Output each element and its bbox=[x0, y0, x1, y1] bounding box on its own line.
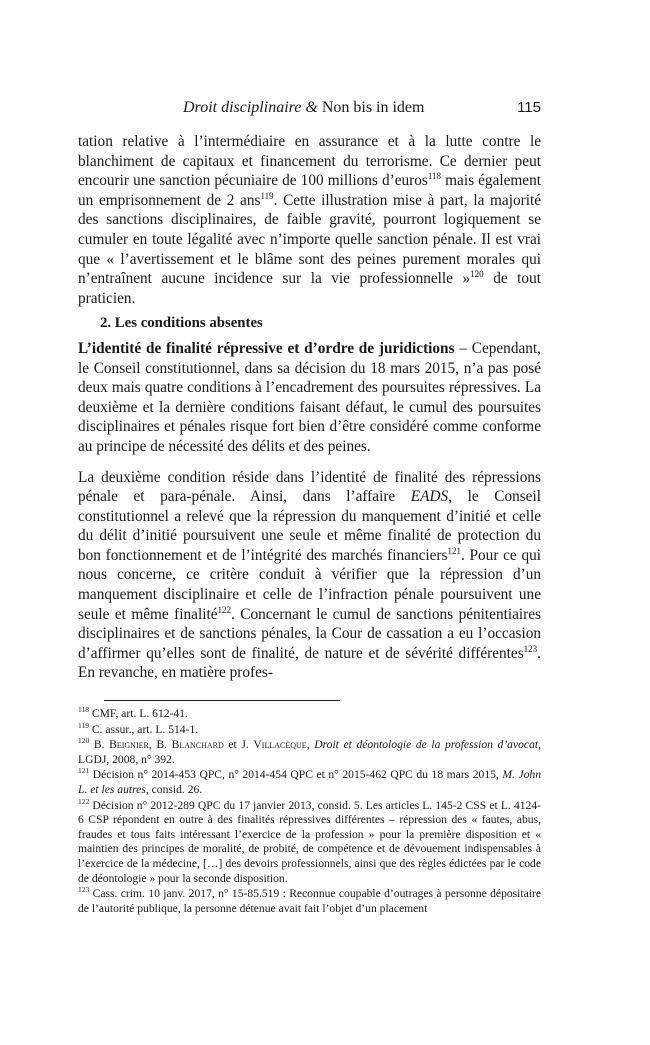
footnote-number: 119 bbox=[78, 720, 89, 730]
footnote-text: , B. bbox=[148, 738, 172, 752]
text-run: tation relative à l’intermédiaire en assurance et à la lutte contre le blanchiment de capitaux et financement du terrorisme. Ce dernier peut encourir une sanction pécuniaire de 100 millions d’euros bbox=[78, 133, 541, 190]
text-run: . Concernant le cumul de sanctions pénitentiaires disciplinaires et de sanctions pénales, la Cour de cassation a eu l’occasion d’affirmer qu’elles sont de finalité, de nature et de sévérité différentes bbox=[78, 605, 541, 662]
footnote-divider bbox=[104, 700, 340, 701]
running-header bbox=[78, 99, 541, 123]
footnote-122 bbox=[78, 796, 541, 887]
footnote-text: , LGDJ, 2008, n° 392. bbox=[78, 738, 541, 766]
paragraph-1 bbox=[78, 132, 541, 308]
footnote-text: et J. bbox=[223, 738, 254, 752]
footnote-123 bbox=[78, 887, 541, 916]
footnote-119 bbox=[78, 720, 541, 738]
footnote-number: 121 bbox=[78, 766, 90, 776]
footnote-text: Cass. crim. 10 janv. 2017, n° 15-85.519 : Reconnue coupable d’outrages à personne dépositaire de l’autorité publique, la personne détenue avait fait l’objet d’un placement bbox=[78, 887, 541, 915]
footnote-text: Décision n° 2012-289 QPC du 17 janvier 2013, consid. 5. Les articles L. 145-2 CSS et L. 4124-6 CSP répondent en outre à des finalités répressives différentes – répression des « fautes, abus, fraudes et tous faits intéressant l’exercice de la profession » pour la première disposition et « maintien des principes de moralité, de probité, de compétence et de dévouement indispensables à l’exercice de la médecine, […] des devoirs professionnels, ainsi que des règles édictées par le code de déontologie » pour la seconde disposition. bbox=[78, 798, 541, 885]
text-run: La deuxième condition réside dans l’identité de finalité des répressions pénale et para-pénale. Ainsi, dans l’affaire bbox=[78, 468, 541, 506]
footnote-number: 118 bbox=[78, 705, 89, 714]
book-title: Droit et déontologie de la profession d’avocat bbox=[314, 738, 539, 752]
footnote-ref[interactable]: 118 bbox=[427, 171, 442, 182]
footnote-text: , bbox=[306, 738, 315, 752]
text-run: . Cette illustration mise à part, la majorité des sanctions disciplinaires, de faible gravité, pourront logiquement se cumuler en toute légalité avec n’importe quelle sanction pénale. Il est vrai que « l’avertissement et le blâme sont des peines purement morales qui n’entraînent aucune incidence sur la vie professionnelle » bbox=[78, 191, 542, 288]
paragraph-3 bbox=[78, 468, 541, 684]
text-run: . En revanche, en matière profes- bbox=[78, 644, 541, 682]
footnote-121 bbox=[78, 768, 541, 797]
footnote-ref[interactable]: 123 bbox=[523, 643, 538, 654]
author-name: Villacèque bbox=[253, 738, 307, 752]
text-run: – Cependant, le Conseil constitutionnel, dans sa décision du 18 mars 2015, n’a pas posé deux mais quatre conditions à l’encadrement des poursuites répressives. La deuxième et la dernière conditions faisant défaut, le cumul des poursuites disciplinaires et pénales risque fort bien d’être considéré comme conforme au principe de nécessité des délits et des peines. bbox=[78, 339, 541, 455]
footnote-text: , consid. 26. bbox=[145, 782, 203, 796]
footnote-number: 123 bbox=[78, 885, 90, 895]
footnote-ref[interactable]: 122 bbox=[217, 604, 231, 615]
running-title bbox=[183, 99, 424, 117]
footnote-text: C. assur., art. L. 514-1. bbox=[88, 722, 199, 736]
case-name: M. John L. et les autres bbox=[78, 768, 541, 796]
text-run: de tout praticien. bbox=[78, 270, 541, 307]
footnote-text: CMF, art. L. 612-41. bbox=[88, 707, 188, 720]
footnote-ref[interactable]: 119 bbox=[260, 190, 274, 201]
text-run: , le Conseil constitutionnel a relevé que la répression du manquement d’initié et celle du délit d’initié poursuivent une seule et même finalité de protection du bon fonctionnement et de l’intégrité des marchés financiers bbox=[78, 488, 541, 564]
footnote-ref[interactable]: 120 bbox=[470, 269, 484, 280]
section-heading: 2. Les conditions absentes bbox=[100, 315, 263, 332]
page-number: 115 bbox=[517, 99, 541, 116]
running-title-italic: Droit disciplinaire & bbox=[183, 99, 322, 116]
paragraph-2 bbox=[78, 339, 541, 457]
text-run: . Pour ce qui nous concerne, ce critère conduit à vérifier que la répression d’un manquement disciplinaire et celle de l’infraction pénale poursuivent une seule et même finalité bbox=[78, 546, 541, 623]
author-name: Beignier bbox=[109, 738, 149, 752]
footnote-number: 122 bbox=[78, 796, 90, 806]
author-name: Blanchard bbox=[171, 738, 224, 752]
footnote-ref[interactable]: 121 bbox=[447, 545, 461, 556]
main-text bbox=[78, 132, 541, 683]
footnotes bbox=[78, 707, 541, 917]
footnote-text: B. bbox=[89, 738, 110, 752]
running-title-roman: Non bis in idem bbox=[321, 99, 425, 116]
case-name: EADS bbox=[410, 488, 449, 506]
footnote-118 bbox=[78, 707, 541, 722]
footnote-text: Décision n° 2014-453 QPC, n° 2014-454 QPC et n° 2015-462 QPC du 18 mars 2015, bbox=[89, 768, 503, 782]
text-run: mais également un emprisonnement de 2 ans bbox=[78, 172, 541, 209]
footnote-120 bbox=[78, 738, 541, 767]
footnote-number: 120 bbox=[78, 736, 90, 746]
paragraph-lead: L’identité de finalité répressive et d’ordre de juridictions bbox=[78, 339, 455, 357]
